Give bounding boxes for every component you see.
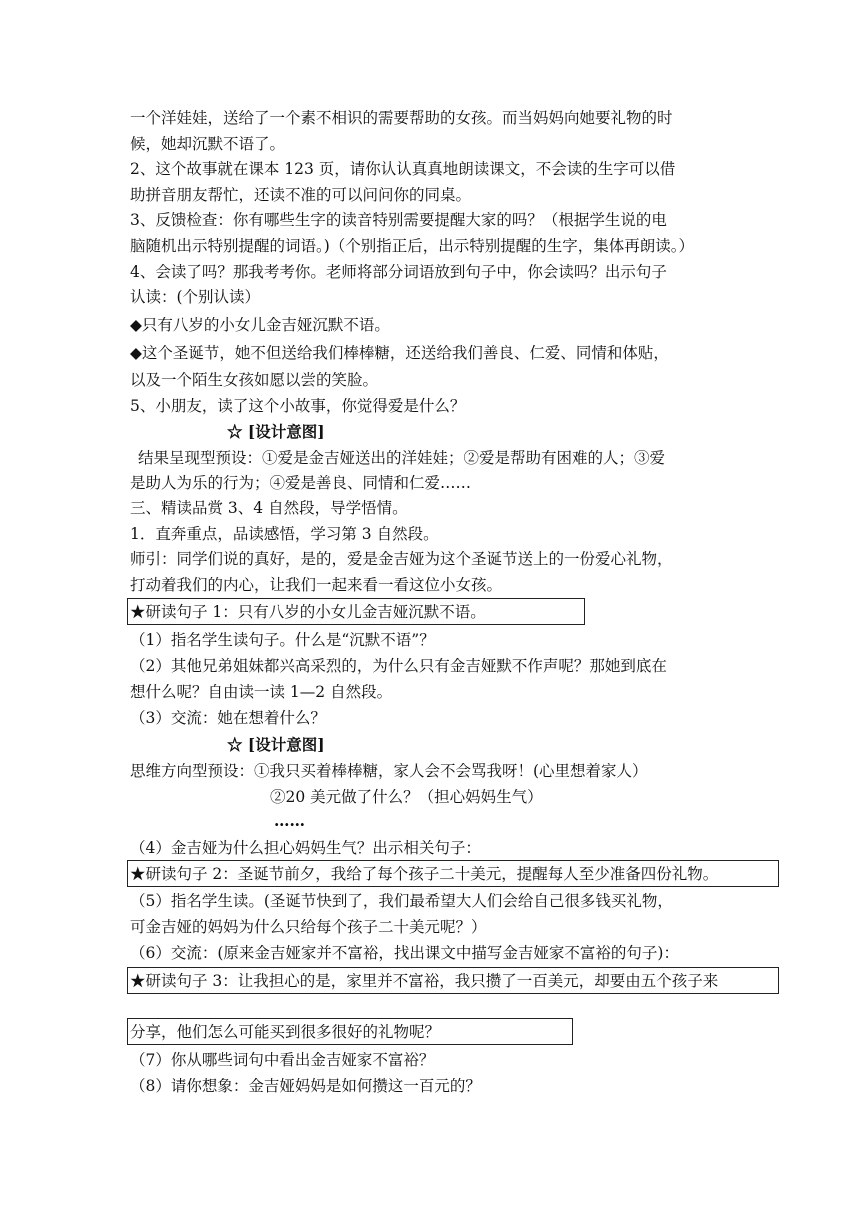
section-heading: 三、精读品赏 3、4 自然段，导学悟情。 [130, 499, 408, 517]
text-line: ◆这个圣诞节，她不但送给我们棒棒糖，还送给我们善良、仁爱、同情和体贴， [130, 344, 669, 362]
sentence-3: ★研读句子 3：让我担心的是，家里并不富裕，我只攒了一百美元，却要由五个孩子来 [130, 972, 719, 990]
text-line: （8）请你想象：金吉娅妈妈是如何攒这一百元的？ [130, 1077, 481, 1095]
text-line: 一个洋娃娃，送给了一个素不相识的需要帮助的女孩。而当妈妈向她要礼物的时 [130, 109, 673, 127]
text-line: 可金吉娅的妈妈为什么只给每个孩子二十美元呢？） [130, 918, 487, 936]
text-line: 结果呈现型预设：①爱是金吉娅送出的洋娃娃；②爱是帮助有困难的人；③爱 [138, 449, 666, 467]
text-line: 打动着我们的内心，让我们一起来看一看这位小女孩。 [130, 576, 503, 594]
text-line: 脑随机出示特别提醒的词语。)（个别指正后，出示特别提醒的生字，集体再朗读。） [130, 237, 695, 255]
text-line: 想什么呢？自由读一读 1—2 自然段。 [130, 683, 393, 701]
text-line: 4、会读了吗？那我考考你。老师将部分词语放到句子中，你会读吗？出示句子 [130, 263, 667, 281]
text-line: 思维方向型预设：①我只买着棒棒糖，家人会不会骂我呀！(心里想着家人） [130, 762, 648, 780]
text-line: 2、这个故事就在课本 123 页，请你认认真真地朗读课文，不会读的生字可以借 [130, 160, 676, 178]
text-line: （4）金吉娅为什么担心妈妈生气？出示相关句子： [130, 839, 481, 857]
text-line: ◆只有八岁的小女儿金吉娅沉默不语。 [130, 316, 390, 334]
text-line: （3）交流：她在想着什么？ [130, 709, 326, 727]
text-line: ②20 美元做了什么？（担心妈妈生气） [270, 788, 543, 806]
text-line: （6）交流：(原来金吉娅家并不富裕，找出课文中描写金吉娅家不富裕的句子)： [130, 944, 679, 962]
design-intent-heading: ☆ [设计意图] [227, 735, 325, 754]
text-line: （5）指名学生读。(圣诞节快到了，我们最希望大人们会给自己很多钱买礼物， [130, 892, 673, 910]
text-line: （1）指名学生读句子。什么是“沉默不语”？ [130, 631, 435, 649]
text-line: 候，她却沉默不语了。 [130, 135, 286, 153]
design-intent-heading: ☆ [设计意图] [227, 422, 325, 441]
text-line: 以及一个陌生女孩如愿以尝的笑脸。 [130, 371, 379, 389]
text-line: 1．直奔重点，品读感悟，学习第 3 自然段。 [130, 525, 439, 543]
ellipsis: …… [274, 811, 305, 830]
sentence-1: ★研读句子 1：只有八岁的小女儿金吉娅沉默不语。 [130, 603, 486, 621]
sentence-3-continued: 分享，他们怎么可能买到很多很好的礼物呢？ [130, 1023, 441, 1041]
text-line: 3、反馈检查：你有哪些生字的读音特别需要提醒大家的吗？（根据学生说的电 [130, 211, 667, 229]
text-line: 助拼音朋友帮忙，还读不准的可以问问你的同桌。 [130, 186, 472, 204]
text-line: （2）其他兄弟姐妹都兴高采烈的，为什么只有金吉娅默不作声呢？那她到底在 [130, 657, 667, 675]
sentence-2: ★研读句子 2：圣诞节前夕，我给了每个孩子二十美元，提醒每人至少准备四份礼物。 [130, 865, 719, 883]
text-line: 师引：同学们说的真好，是的，爱是金吉娅为这个圣诞节送上的一份爱心礼物， [130, 550, 673, 568]
text-line: （7）你从哪些词句中看出金吉娅家不富裕？ [130, 1051, 435, 1069]
text-line: 认读：(个别认读） [130, 288, 261, 306]
text-line: 是助人为乐的行为；④爱是善良、同情和仁爱…… [130, 474, 472, 492]
text-line: 5、小朋友，读了这个小故事，你觉得爱是什么？ [130, 397, 466, 415]
